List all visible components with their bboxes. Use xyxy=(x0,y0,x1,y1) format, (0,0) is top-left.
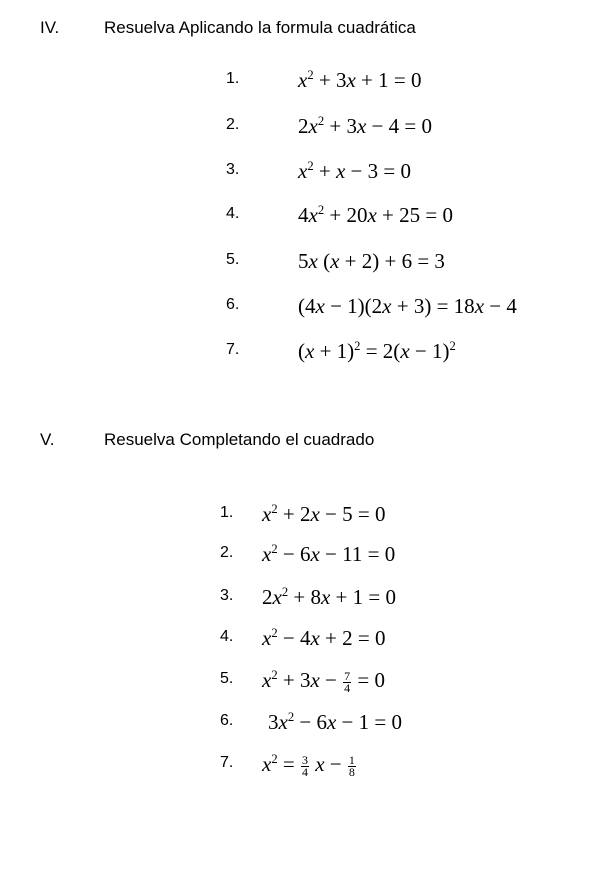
problem-number: 1. xyxy=(220,504,234,521)
section-iv-heading xyxy=(40,18,540,42)
problem-number: 4. xyxy=(220,628,234,645)
problem-equation: $2x^2 + 8x + 1 = 0$ xyxy=(262,584,396,609)
problem-number: 7. xyxy=(226,341,240,358)
problem-number: 4. xyxy=(226,205,240,222)
problem-equation: $4x^2 + 20x + 25 = 0$ xyxy=(298,202,453,227)
problem-equation: 5x (x + 2) + 6 = 3 xyxy=(298,249,445,273)
section-v-heading xyxy=(40,430,540,454)
problem-number: 1. xyxy=(226,70,240,87)
problem-equation: $x^2 + 2x - 5 = 0$ xyxy=(262,501,386,526)
problem-equation: $x^2 - 4x + 2 = 0$ xyxy=(262,625,386,650)
section-iv-title: Resuelva Aplicando la formula cuadrática xyxy=(104,18,416,37)
problem-number: 5. xyxy=(220,670,234,687)
problem-number: 6. xyxy=(226,296,240,313)
section-v-numeral: V. xyxy=(40,430,55,449)
problem-number: 5. xyxy=(226,251,240,268)
problem-equation: $2x^2 + 3x - 4 = 0$ xyxy=(298,113,432,138)
problem-equation: $x^2 + 3x + 1 = 0$ xyxy=(298,67,422,92)
problem-number: 3. xyxy=(226,161,240,178)
section-iv-numeral: IV. xyxy=(40,18,60,37)
problem-equation: $(x + 1)^2 = 2(x - 1)^2$ xyxy=(298,338,456,363)
problem-number: 6. xyxy=(220,712,234,729)
problem-number: 2. xyxy=(226,116,240,133)
problem-equation: $x^2 + x - 3 = 0$ xyxy=(298,158,411,183)
problem-equation: $x^2 + 3x$ − $\frac{7}{4}$ = 0 xyxy=(262,667,385,695)
problem-equation: (4x − 1)(2x + 3) = 18x − 4 xyxy=(298,294,517,318)
problem-number: 3. xyxy=(220,587,234,604)
problem-equation: $x^2 - 6x - 11 = 0$ xyxy=(262,541,396,566)
problem-equation: $3x^2 - 6x - 1 = 0$ xyxy=(268,709,402,734)
problem-number: 2. xyxy=(220,544,234,561)
problem-number: 7. xyxy=(220,754,234,771)
section-v-title: Resuelva Completando el cuadrado xyxy=(104,430,375,449)
problem-equation: $x^2$ = $\frac{3}{4}$ x − $\frac{1}{8}$ xyxy=(262,751,355,779)
